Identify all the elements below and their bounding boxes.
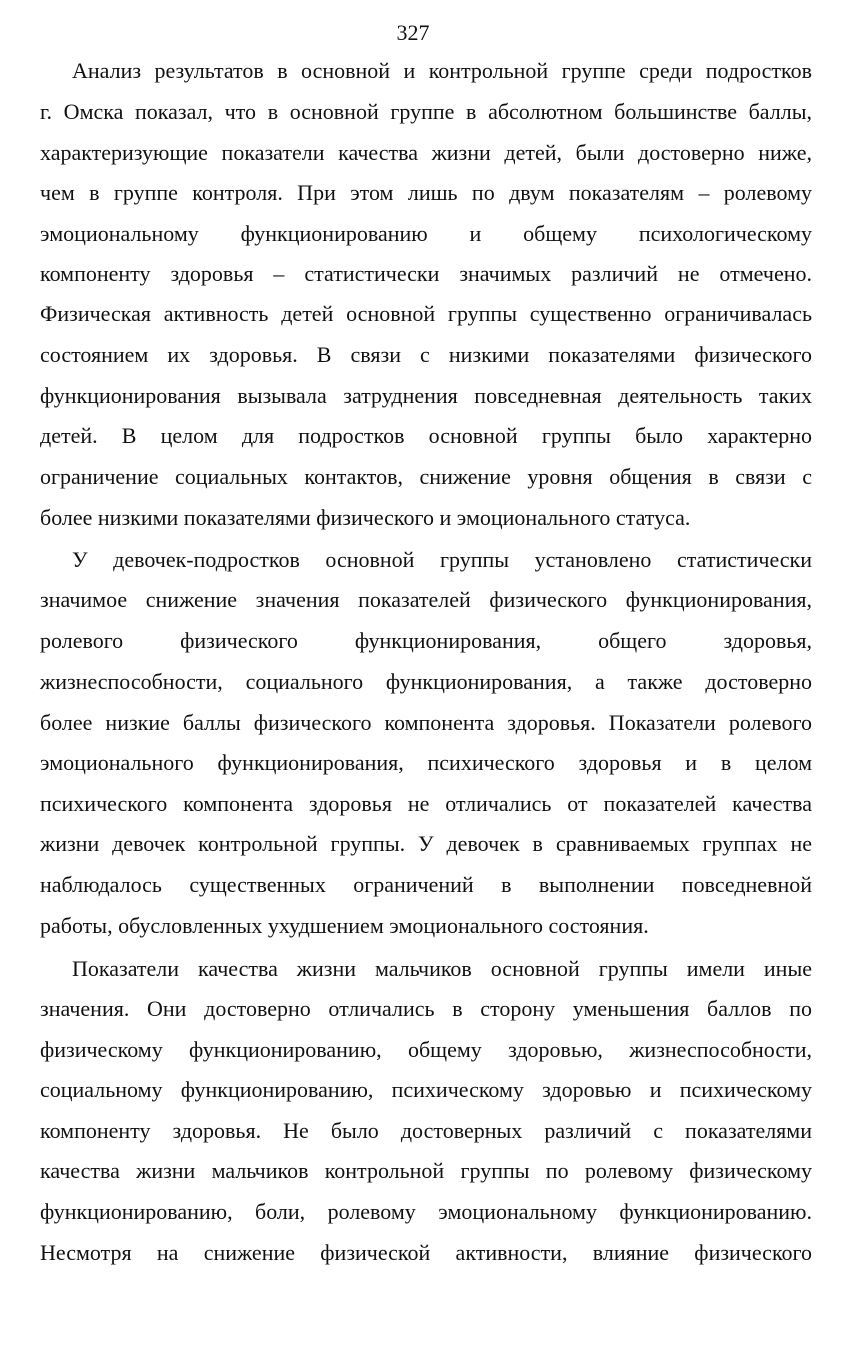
text-line: Показатели качества жизни мальчиков основной группы имели иные [72,956,812,981]
text-line: более низкие баллы физического компонента здоровья. Показатели ролевого [40,710,812,735]
text-line: наблюдалось существенных ограничений в выполнении повседневной [40,872,812,897]
text-line: работы, обусловленных ухудшением эмоционального состояния. [40,913,649,938]
text-line: жизнеспособности, социального функционирования, а также достоверно [40,669,812,694]
text-line: Анализ результатов в основной и контрольной группе среди подростков [72,58,812,83]
text-line: ролевого физического функционирования, общего здоровья, [40,628,812,653]
text-line: У девочек-подростков основной группы установлено статистически [72,547,812,572]
text-line: эмоционального функционирования, психического здоровья и в целом [40,750,812,775]
text-line: эмоциональному функционированию и общему психологическому [40,221,812,246]
text-line: компоненту здоровья. Не было достоверных различий с показателями [40,1118,812,1143]
text-line: качества жизни мальчиков контрольной группы по ролевому физическому [40,1158,812,1183]
text-line: функционирования вызывала затруднения повседневная деятельность таких [40,383,812,408]
text-line: компоненту здоровья – статистически значимых различий не отмечено. [40,261,812,286]
text-line: г. Омска показал, что в основной группе в абсолютном большинстве баллы, [40,99,812,124]
text-line: Физическая активность детей основной группы существенно ограничивалась [40,301,812,326]
text-line: функционированию, боли, ролевому эмоциональному функционированию. [40,1199,812,1224]
text-line: более низкими показателями физического и эмоционального статуса. [40,505,691,530]
text-line: ограничение социальных контактов, снижение уровня общения в связи с [40,464,812,489]
text-line: чем в группе контроля. При этом лишь по двум показателям – ролевому [40,180,812,205]
text-line: детей. В целом для подростков основной группы было характерно [40,423,812,448]
text-line: состоянием их здоровья. В связи с низкими показателями физического [40,342,812,367]
text-line: значения. Они достоверно отличались в сторону уменьшения баллов по [40,996,812,1021]
text-line: Несмотря на снижение физической активности, влияние физического [40,1240,812,1265]
page-number: 327 [396,20,430,45]
text-line: физическому функционированию, общему здоровью, жизнеспособности, [40,1037,812,1062]
text-line: жизни девочек контрольной группы. У девочек в сравниваемых группах не [40,831,812,856]
text-line: психического компонента здоровья не отличались от показателей качества [40,791,812,816]
text-line: значимое снижение значения показателей физического функционирования, [40,587,812,612]
text-line: характеризующие показатели качества жизни детей, были достоверно ниже, [40,140,812,165]
text-line: социальному функционированию, психическому здоровью и психическому [40,1077,812,1102]
